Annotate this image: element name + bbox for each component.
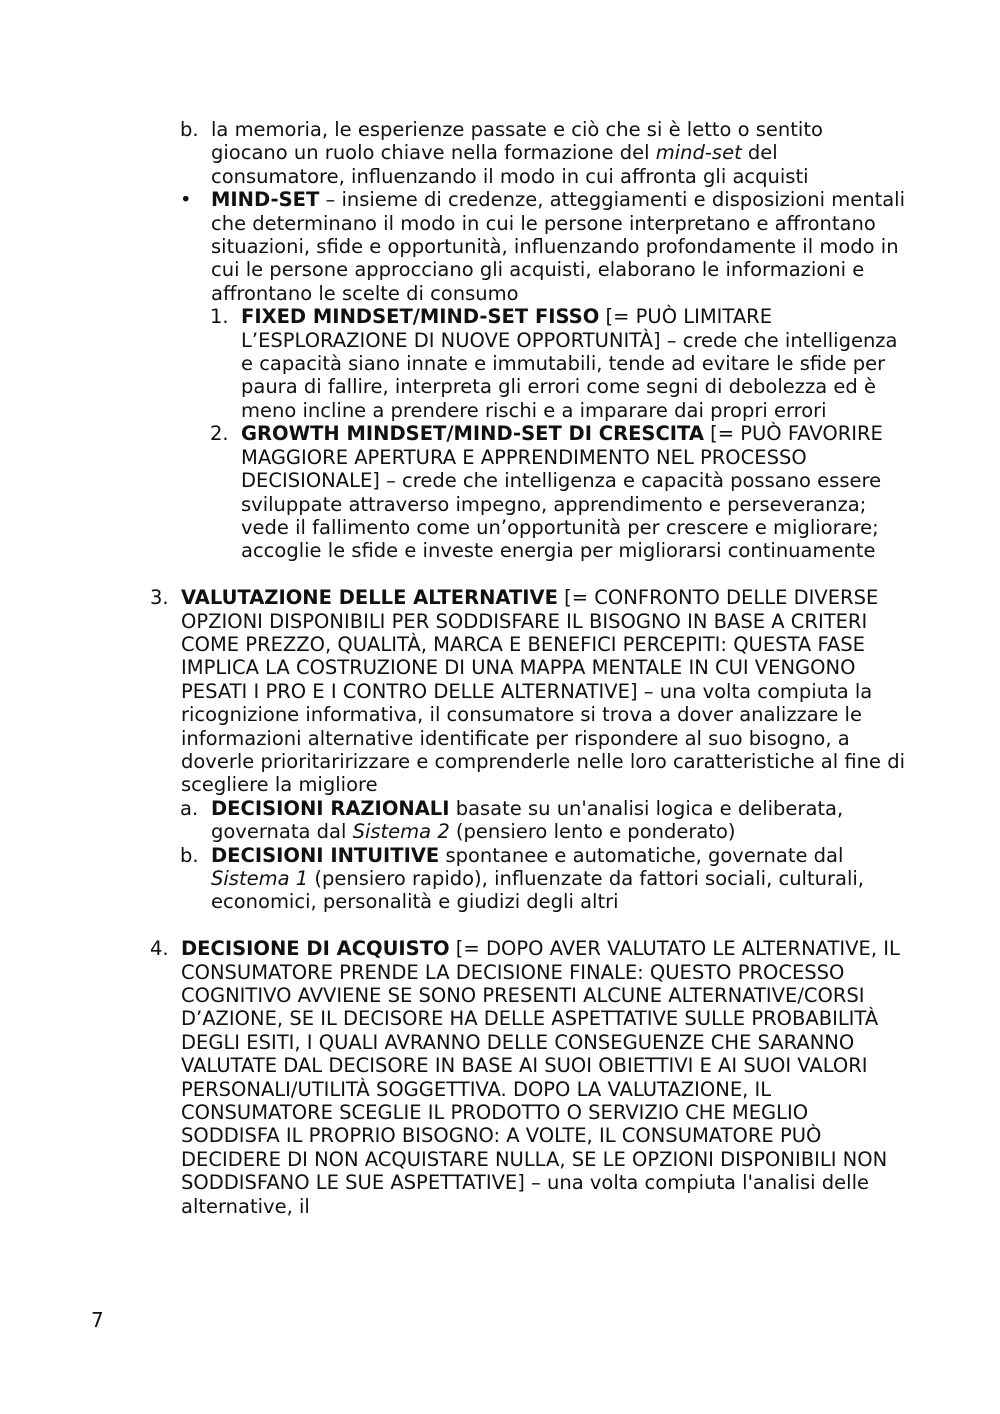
list-item-b-memoria	[120, 118, 880, 188]
item-text-end: (pensiero rapido), influenzate da fattori sociali, culturali, economici, personalità e giudizi degli altri	[211, 866, 864, 914]
list-marker: a.	[180, 796, 199, 820]
item-text-end: (pensiero lento e ponderato)	[449, 820, 736, 844]
item-emphasis: Sistema 1	[211, 866, 309, 890]
item-heading: MIND-SET	[211, 188, 320, 212]
item-heading: GROWTH MINDSET/MIND-SET DI CRESCITA	[241, 422, 704, 446]
list-item-decisioni-razionali	[150, 797, 910, 844]
list-marker: 1.	[210, 305, 229, 329]
list-marker: 2.	[210, 422, 229, 446]
list-marker: 4.	[150, 937, 169, 961]
item-text: [= CONFRONTO DELLE DIVERSE OPZIONI DISPONIBILI PER SODDISFARE IL BISOGNO IN BASE A CRITERI COME PREZZO, QUALITÀ, MARCA E BENEFICI PERCEPITI: QUESTA FASE IMPLICA LA COSTRUZIONE DI UNA MAPPA MENTALE IN CUI VENGONO PESATI I PRO E I CONTRO DELLE ALTERNATIVE] – una volta compiuta la ricognizione informativa, il consumatore si trova a dover analizzare le informazioni alternative identificate per rispondere al suo bisogno, a doverle prioritaririzzare e comprenderle nelle loro caratteristiche al fine di scegliere la migliore	[181, 586, 906, 797]
item-text-end: del consumatore, influenzando il modo in cui affronta gli acquisti	[211, 141, 809, 188]
item-heading: DECISIONI INTUITIVE	[211, 843, 440, 867]
item-emphasis: mind-set	[655, 141, 742, 165]
list-item-decisioni-intuitive	[150, 844, 910, 914]
item-emphasis: Sistema 2	[352, 820, 450, 844]
item-text: – insieme di credenze, atteggiamenti e disposizioni mentali che determinano il modo in cui le persone interpretano e affrontano situazioni, sfide e opportunità, influenzando profondamente il modo in cui le persone approcciano gli acquisti, elaborano le informazioni e affrontano le scelte di consumo	[211, 188, 906, 305]
item-heading: DECISIONI RAZIONALI	[211, 796, 450, 820]
spacer	[150, 563, 910, 586]
list-marker: 3.	[150, 586, 169, 610]
item-text: [= PUÒ FAVORIRE MAGGIORE APERTURA E APPRENDIMENTO NEL PROCESSO DECISIONALE] – crede che intelligenza e capacità possano essere sviluppate attraverso impegno, apprendimento e perseveranza; vede il fallimento come un’opportunità per crescere e migliorare; accoglie le sfide e investe energia per migliorarsi continuamente	[241, 422, 883, 563]
page-number: 7	[91, 1308, 104, 1332]
list-item-growth-mindset	[150, 422, 910, 562]
list-item-decisione-acquisto	[150, 937, 910, 1218]
list-item-fixed-mindset	[150, 305, 910, 422]
item-text: [= PUÒ LIMITARE L’ESPLORAZIONE DI NUOVE OPPORTUNITÀ] – crede che intelligenza e capacità siano innate e immutabili, tende ad evitare le sfide per paura di fallire, interpreta gli errori come segni di debolezza ed è meno incline a prendere rischi e a imparare dai propri errori	[241, 305, 898, 422]
page-content	[150, 118, 910, 1218]
list-item-valutazione	[150, 586, 910, 797]
list-marker: b.	[180, 843, 199, 867]
item-text: la memoria, le esperienze passate e ciò che si è letto o sentito giocano un ruolo chiave nella formazione del	[211, 118, 823, 165]
list-marker: b.	[180, 118, 199, 141]
item-heading: VALUTAZIONE DELLE ALTERNATIVE	[181, 586, 558, 610]
list-item-mindset	[150, 188, 910, 305]
item-text: [= DOPO AVER VALUTATO LE ALTERNATIVE, IL CONSUMATORE PRENDE LA DECISIONE FINALE: QUESTO PROCESSO COGNITIVO AVVIENE SE SONO PRESENTI ALCUNE ALTERNATIVE/CORSI D’AZIONE, SE IL DECISORE HA DELLE ASPETTATIVE SULLE PROBABILITÀ DEGLI ESITI, I QUALI AVRANNO DELLE CONSEGUENZE CHE SARANNO VALUTATE DAL DECISORE IN BASE AI SUOI OBIETTIVI E AI SUOI VALORI PERSONALI/UTILITÀ SOGGETTIVA. DOPO LA VALUTAZIONE, IL CONSUMATORE SCEGLIE IL PRODOTTO O SERVIZIO CHE MEGLIO SODDISFA IL PROPRIO BISOGNO: A VOLTE, IL CONSUMATORE PUÒ DECIDERE DI NON ACQUISTARE NULLA, SE LE OPZIONI DISPONIBILI NON SODDISFANO LE SUE ASPETTATIVE] – una volta compiuta l'analisi delle alternative, il	[181, 937, 900, 1218]
item-text: basate su un'analisi logica e deliberata, governata dal	[211, 796, 844, 844]
bullet-icon: •	[180, 188, 192, 212]
item-heading: DECISIONE DI ACQUISTO	[181, 937, 450, 961]
item-text: spontanee e automatiche, governate dal	[439, 843, 844, 867]
item-heading: FIXED MINDSET/MIND-SET FISSO	[241, 305, 600, 329]
spacer	[150, 914, 910, 937]
